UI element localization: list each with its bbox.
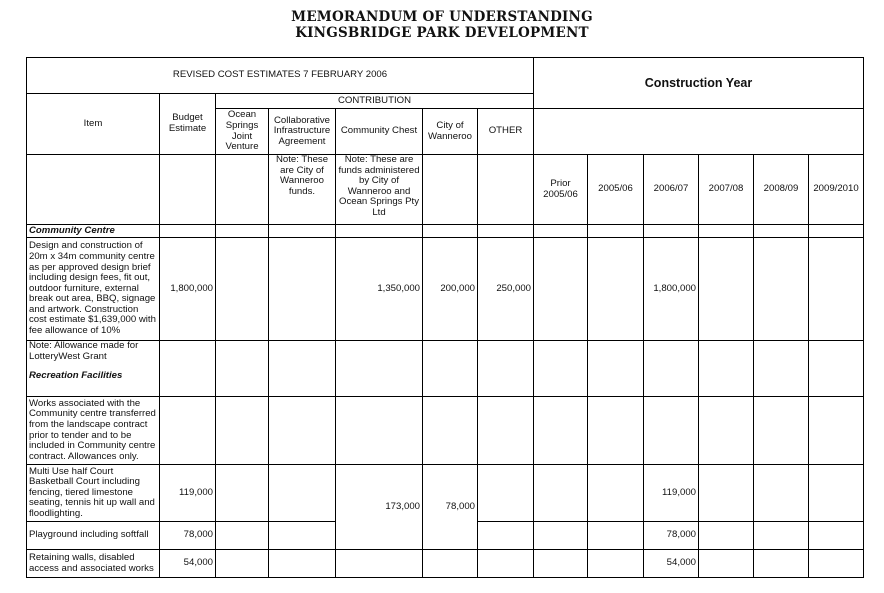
table-row-item: Retaining walls, disabled access and associated works [27, 550, 160, 578]
table-row-item: Design and construction of 20m x 34m community centre as per approved design brief including design fees, fit out, outdoor furniture, external break out area, BBQ, signage and artwork. Construction cost estimate $1,639,000 with fee allowance of 10% [27, 238, 160, 341]
lotterywest-note: Note: Allowance made for LotteryWest Grant [29, 340, 139, 362]
document-subtitle: KINGSBRIDGE PARK DEVELOPMENT [295, 25, 589, 41]
lotterywest-note-cell [27, 341, 160, 397]
ocean-springs-column-header: Ocean Springs Joint Venture [216, 109, 269, 155]
year-header-2006-07: 2006/07 [644, 155, 699, 225]
year-header-2005-06: 2005/06 [588, 155, 644, 225]
budget-value: 1,800,000 [160, 238, 216, 341]
year-2006-07-value: 1,800,000 [644, 238, 699, 341]
budget-value: 54,000 [160, 550, 216, 578]
community-chest-note: Note: These are funds administered by City of Wanneroo and Ocean Springs Pty Ltd [336, 155, 423, 225]
city-value: 200,000 [423, 238, 478, 341]
year-header-2007-08: 2007/08 [699, 155, 754, 225]
community-chest-column-header: Community Chest [336, 109, 423, 155]
community-chest-merged-value: 173,000 [336, 465, 423, 550]
year-2006-07-value: 119,000 [644, 465, 699, 522]
year-header-2008-09: 2008/09 [754, 155, 809, 225]
revised-estimates-heading: REVISED COST ESTIMATES 7 FEBRUARY 2006 [27, 58, 534, 94]
table-row-item: Playground including softfall [27, 522, 160, 550]
section-community-centre: Community Centre [27, 225, 160, 238]
city-merged-value: 78,000 [423, 465, 478, 550]
year-header-prior: Prior 2005/06 [534, 155, 588, 225]
budget-column-header: Budget Estimate [160, 94, 216, 155]
document-title: MEMORANDUM OF UNDERSTANDING [291, 9, 593, 25]
other-column-header: OTHER [478, 109, 534, 155]
city-column-header: City of Wanneroo [423, 109, 478, 155]
year-2006-07-value: 78,000 [644, 522, 699, 550]
collaborative-note: Note: These are City of Wanneroo funds. [269, 155, 336, 225]
cost-estimates-table [26, 57, 864, 578]
collaborative-column-header: Collaborative Infrastructure Agreement [269, 109, 336, 155]
table-row-item: Multi Use half Court Basketball Court including fencing, tiered limestone seating, tennis hit up wall and floodlighting. [27, 465, 160, 522]
year-2006-07-value: 54,000 [644, 550, 699, 578]
construction-year-spacer [534, 109, 864, 155]
contribution-heading: CONTRIBUTION [216, 94, 534, 109]
other-value: 250,000 [478, 238, 534, 341]
budget-value: 119,000 [160, 465, 216, 522]
item-column-header: Item [27, 94, 160, 155]
year-header-2009-2010: 2009/2010 [809, 155, 864, 225]
community-chest-value: 1,350,000 [336, 238, 423, 341]
construction-year-heading: Construction Year [534, 58, 864, 109]
table-row-item: Works associated with the Community centre transferred from the landscape contract prior to tender and to be included in Community centre contract. Allowances only. [27, 397, 160, 465]
section-recreation-facilities: Recreation Facilities [29, 370, 123, 382]
budget-value: 78,000 [160, 522, 216, 550]
